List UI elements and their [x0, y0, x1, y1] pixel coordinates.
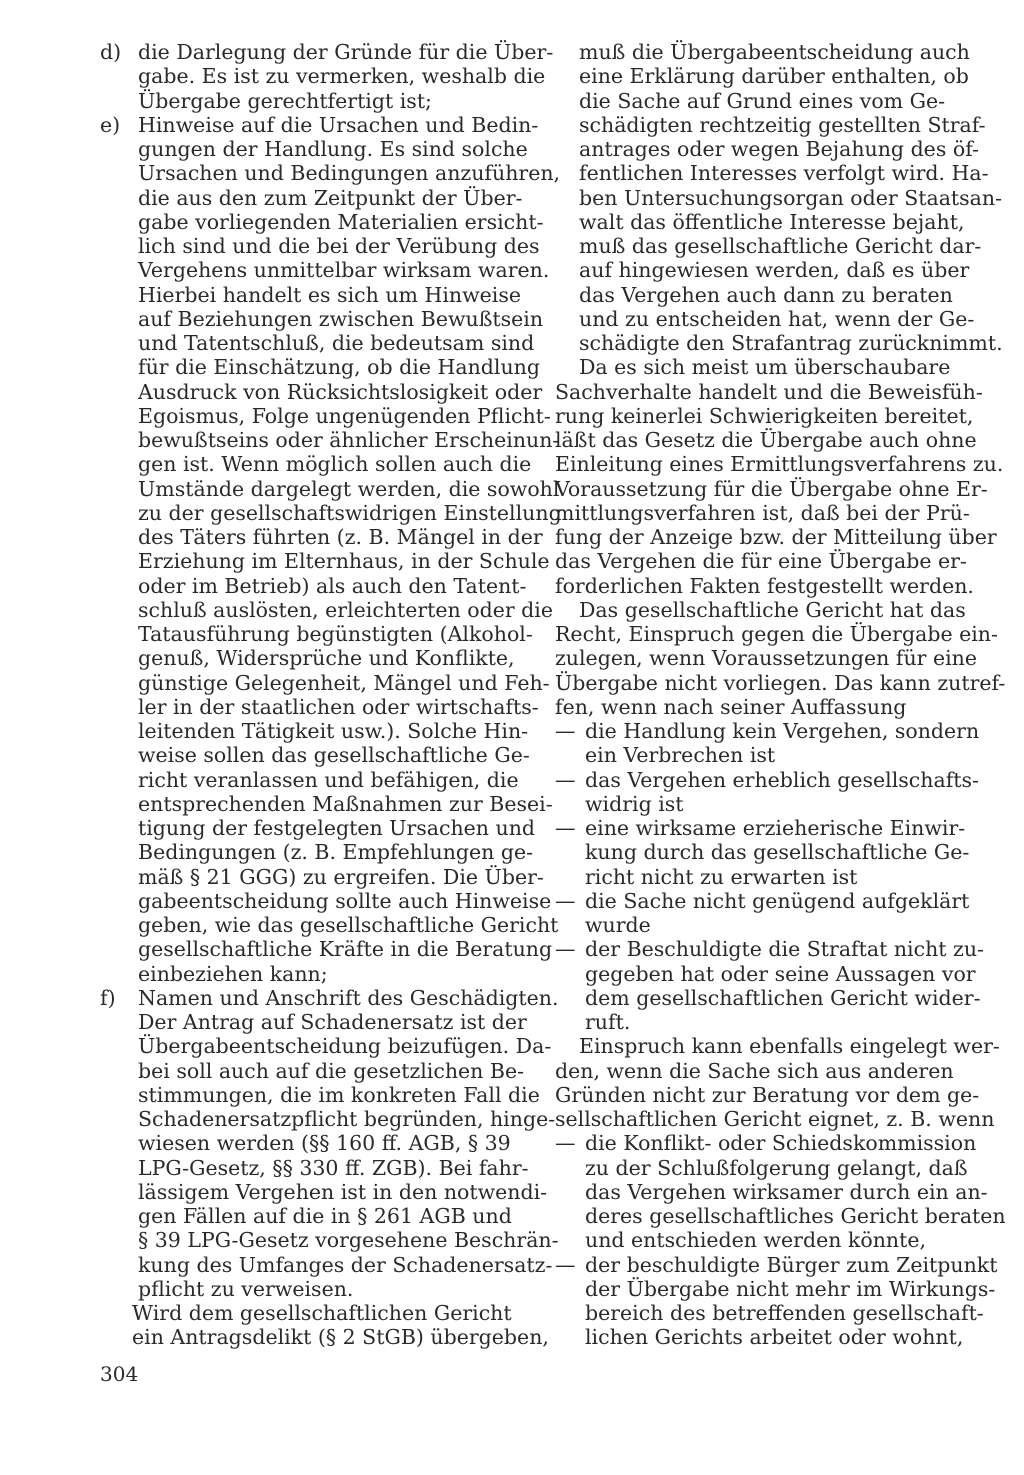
text-line — [555, 646, 980, 670]
text-line — [555, 89, 980, 113]
text-line — [555, 622, 998, 646]
list-marker: — — [555, 937, 576, 962]
text-line — [100, 234, 540, 258]
line-text: widrig ist — [585, 791, 684, 816]
list-marker: d) — [100, 40, 122, 64]
text-line — [100, 1228, 559, 1253]
line-text: die Konflikt- oder Schiedskommission — [585, 1131, 977, 1156]
line-text: deres gesellschaftliches Gericht beraten — [585, 1204, 1006, 1228]
line-text: forderlichen Fakten festgestellt werden. — [555, 573, 974, 598]
text-line — [100, 452, 530, 476]
line-text: den, wenn die Sache sich aus anderen — [555, 1058, 954, 1083]
line-text: schädigte den Strafantrag zurücknimmt. — [579, 331, 1003, 355]
line-text: gungen der Handlung. Es sind solche — [138, 137, 528, 161]
line-text: das Vergehen auch dann zu beraten — [579, 282, 953, 307]
line-text: zu der Schlußfolgerung gelangt, daß — [585, 1155, 968, 1180]
text-line — [100, 331, 535, 355]
line-text: gabe vorliegenden Materialien ersicht- — [138, 209, 544, 234]
text-line — [555, 1107, 995, 1131]
list-marker: — — [555, 1131, 576, 1156]
text-line — [100, 791, 553, 816]
text-line — [555, 404, 980, 428]
line-text: ler in der staatlichen oder wirtschafts- — [138, 694, 539, 719]
text-line — [555, 962, 980, 986]
text-line — [555, 331, 1003, 355]
line-text: gabeentscheidung sollte auch Hinweise — [138, 888, 552, 913]
text-line — [555, 1228, 980, 1252]
text-line — [555, 574, 980, 598]
line-text: Ausdruck von Rücksichtslosigkeit oder — [138, 379, 543, 404]
text-line — [555, 234, 980, 258]
line-text: wurde — [585, 913, 651, 937]
text-line — [100, 1204, 530, 1228]
text-line — [100, 89, 530, 113]
text-line — [100, 985, 559, 1010]
line-text: sellschaftlichen Gericht eignet, z. B. wenn — [555, 1107, 995, 1131]
line-text: richt nicht zu erwarten ist — [585, 864, 858, 889]
text-line — [555, 549, 980, 573]
line-text: das Vergehen wirksamer durch ein an- — [585, 1179, 988, 1204]
line-text: ben Untersuchungsorgan oder Staatsan- — [579, 185, 1003, 210]
line-text: gesellschaftliche Kräfte in die Beratung — [138, 937, 553, 962]
text-line — [555, 283, 980, 307]
line-text: rung keinerlei Schwierigkeiten bereitet, — [555, 403, 974, 428]
text-line — [100, 913, 559, 937]
text-line — [555, 1301, 984, 1325]
line-text: mäß § 21 GGG) zu ergreifen. Die Über- — [138, 864, 544, 889]
text-line — [100, 888, 552, 913]
line-text: weise sollen das gesellschaftliche Ge- — [138, 743, 530, 768]
text-line — [555, 1204, 1006, 1228]
line-text: Wird dem gesellschaftlichen Gericht — [132, 1301, 512, 1325]
list-marker: — — [555, 1252, 576, 1277]
text-line — [555, 1010, 980, 1034]
line-text: oder im Betrieb) als auch den Tatent- — [138, 573, 527, 598]
text-line — [555, 986, 980, 1010]
text-line — [100, 1082, 540, 1107]
text-line — [100, 646, 530, 670]
text-line — [100, 1179, 548, 1204]
line-text: ein Antragsdelikt (§ 2 StGB) übergeben, — [132, 1325, 549, 1350]
text-line — [100, 306, 544, 331]
text-line — [555, 889, 980, 913]
text-line — [100, 597, 553, 622]
text-line — [100, 1325, 549, 1350]
line-text: die Darlegung der Gründe für die Über- — [138, 40, 554, 64]
line-text: LPG-Gesetz, §§ 330 ff. ZGB). Bei fahr- — [138, 1155, 529, 1180]
text-line — [100, 355, 541, 380]
text-line — [100, 1010, 530, 1034]
line-text: Voraussetzung für die Übergabe ohne Er- — [555, 476, 988, 501]
line-text: muß die Übergabeentscheidung auch — [579, 40, 970, 64]
line-text: ruft. — [585, 1010, 631, 1034]
line-text: tigung der festgelegten Ursachen und — [138, 816, 536, 840]
line-text: gabe. Es ist zu vermerken, weshalb die — [138, 64, 546, 89]
line-text: und zu entscheiden hat, wenn der Ge- — [579, 306, 975, 331]
line-text: richt veranlassen und befähigen, die — [138, 767, 519, 792]
line-text: lässigem Vergehen ist in den notwendi- — [138, 1179, 548, 1204]
text-line — [100, 500, 562, 525]
list-marker: — — [555, 719, 576, 743]
text-line — [555, 112, 986, 137]
line-text: muß das gesellschaftliche Gericht dar- — [579, 234, 982, 258]
line-text: bewußtseins oder ähnlicher Erscheinun- — [138, 428, 560, 452]
text-line — [555, 40, 980, 64]
page-number: 304 — [100, 1362, 139, 1386]
text-line — [555, 695, 980, 719]
line-text: eine Erklärung darüber enthalten, ob — [579, 64, 969, 89]
line-text: die Sache nicht genügend aufgeklärt — [585, 888, 970, 913]
text-line — [555, 1252, 998, 1277]
text-line — [100, 670, 550, 695]
text-line — [555, 1083, 980, 1107]
line-text: für die Einschätzung, ob die Handlung — [138, 355, 541, 380]
text-line — [555, 1276, 996, 1301]
line-text: Erziehung im Elternhaus, in der Schule — [138, 549, 550, 574]
text-line — [555, 428, 980, 452]
line-text: Schadenersatzpflicht begründen, hinge- — [138, 1107, 556, 1131]
text-line — [555, 258, 980, 282]
line-text: zu der gesellschaftswidrigen Einstellung — [138, 500, 562, 525]
line-text: fung der Anzeige bzw. der Mitteilung über — [555, 525, 997, 549]
line-text: § 39 LPG-Gesetz vorgesehene Beschrän- — [138, 1228, 559, 1253]
text-line — [555, 865, 980, 889]
text-line — [100, 428, 560, 452]
text-line — [555, 792, 980, 816]
text-line — [555, 913, 980, 937]
text-line — [100, 1107, 556, 1131]
line-text: die aus den zum Zeitpunkt der Über- — [138, 185, 523, 210]
line-text: wiesen werden (§§ 160 ff. AGB, § 39 — [138, 1131, 511, 1156]
line-text: eine wirksame erzieherische Einwir- — [585, 816, 966, 840]
line-text: günstige Gelegenheit, Mängel und Feh- — [138, 670, 550, 695]
line-text: Das gesellschaftliche Gericht hat das — [579, 597, 966, 622]
text-line — [555, 137, 980, 161]
text-line — [100, 574, 530, 598]
line-text: ein Verbrechen ist — [585, 743, 776, 768]
text-line — [555, 719, 980, 743]
line-text: auf hingewiesen werden, daß es über — [579, 258, 970, 283]
text-line — [555, 670, 1006, 695]
left-column — [100, 40, 562, 1350]
line-text: die Handlung kein Vergehen, sondern — [585, 719, 980, 743]
text-line — [555, 185, 1003, 210]
line-text: die Sache auf Grund eines vom Ge- — [579, 88, 946, 113]
line-text: kung durch das gesellschaftliche Ge- — [585, 840, 970, 865]
text-line — [100, 403, 551, 428]
text-line — [100, 719, 530, 743]
line-text: Recht, Einspruch gegen die Übergabe ein- — [555, 622, 998, 646]
text-line — [100, 1156, 530, 1180]
line-text: gen Fällen auf die in § 261 AGB und — [138, 1204, 512, 1228]
text-line — [100, 40, 554, 64]
line-text: leitenden Tätigkeit usw.). Solche Hin- — [138, 719, 529, 743]
line-text: Namen und Anschrift des Geschädigten. — [138, 985, 559, 1010]
text-line — [100, 525, 543, 549]
line-text: des Täters führten (z. B. Mängel in der — [138, 525, 543, 549]
line-text: einbeziehen kann; — [138, 961, 328, 986]
list-marker: — — [555, 767, 576, 792]
text-line — [100, 186, 530, 210]
list-marker: f) — [100, 985, 116, 1010]
line-text: Gründen nicht zur Beratung vor dem ge- — [555, 1082, 980, 1107]
line-text: antrages oder wegen Bejahung des öf- — [579, 137, 979, 161]
text-line — [555, 840, 980, 864]
line-text: Übergabe nicht vorliegen. Das kann zutref- — [555, 670, 1006, 695]
line-text: stimmungen, die im konkreten Fall die — [138, 1082, 540, 1107]
text-line — [555, 598, 980, 622]
line-text: lich sind und die bei der Verübung des — [138, 234, 540, 258]
text-line — [100, 1131, 530, 1155]
list-marker: e) — [100, 112, 121, 137]
text-line — [555, 210, 980, 234]
text-line — [100, 1277, 530, 1301]
text-line — [555, 816, 980, 840]
line-text: dem gesellschaftlichen Gericht wider- — [585, 985, 981, 1010]
text-line — [555, 64, 980, 88]
line-text: Egoismus, Folge ungenügenden Pflicht- — [138, 403, 551, 428]
text-line — [555, 1034, 1000, 1059]
line-text: mittlungsverfahren ist, daß bei der Prü- — [555, 500, 970, 525]
text-line — [100, 283, 530, 307]
text-line — [100, 864, 544, 889]
line-text: bereich des betreffenden gesellschaft- — [585, 1301, 984, 1325]
text-line — [100, 64, 546, 89]
text-line — [555, 1325, 980, 1349]
text-line — [100, 1034, 552, 1059]
text-line — [555, 1131, 980, 1155]
line-text: genuß, Widersprüche und Konflikte, — [138, 646, 515, 671]
text-line — [100, 112, 539, 137]
line-text: und Tatentschluß, die bedeutsam sind — [138, 331, 535, 355]
text-line — [100, 1301, 530, 1325]
line-text: schädigten rechtzeitig gestellten Straf- — [579, 112, 986, 137]
text-line — [100, 161, 561, 186]
text-line — [555, 307, 980, 331]
text-line — [555, 937, 984, 962]
line-text: Tatausführung begünstigten (Alkohol- — [138, 622, 533, 646]
text-line — [555, 768, 980, 792]
line-text: lichen Gerichts arbeitet oder wohnt, — [585, 1325, 964, 1350]
text-line — [555, 379, 983, 404]
line-text: der Übergabe nicht mehr im Wirkungs- — [585, 1276, 996, 1301]
line-text: auf Beziehungen zwischen Bewußtsein — [138, 306, 544, 331]
line-text: das Vergehen erheblich gesellschafts- — [585, 767, 979, 792]
text-line — [100, 1252, 553, 1277]
text-line — [555, 355, 980, 379]
text-line — [100, 476, 560, 501]
line-text: Einspruch kann ebenfalls eingelegt wer- — [579, 1034, 1000, 1059]
line-text: gegeben hat oder seine Aussagen vor — [585, 961, 976, 986]
line-text: Übergabeentscheidung beizufügen. Da- — [138, 1034, 552, 1059]
line-text: gen ist. Wenn möglich sollen auch die — [138, 452, 532, 477]
text-line — [555, 525, 997, 549]
line-text: entsprechenden Maßnahmen zur Besei- — [138, 791, 553, 816]
line-text: läßt das Gesetz die Übergabe auch ohne — [555, 428, 977, 452]
right-column — [555, 40, 1006, 1350]
text-line — [100, 137, 530, 161]
text-line — [555, 1179, 988, 1204]
text-line — [100, 937, 553, 962]
line-text: geben, wie das gesellschaftliche Gericht — [138, 913, 559, 937]
text-line — [100, 1059, 530, 1083]
text-line — [555, 743, 980, 767]
line-text: der Beschuldigte die Straftat nicht zu- — [585, 937, 984, 962]
line-text: Sachverhalte handelt und die Beweisfüh- — [555, 379, 983, 404]
text-line — [555, 476, 988, 501]
text-line — [100, 768, 530, 792]
line-text: fentlichen Interesses verfolgt wird. Ha- — [579, 161, 989, 186]
line-text: Ursachen und Bedingungen anzuführen, — [138, 161, 561, 186]
line-text: Übergabe gerechtfertigt ist; — [138, 88, 432, 113]
text-line — [100, 379, 543, 404]
line-text: das Vergehen die für eine Übergabe er- — [555, 549, 967, 574]
line-text: kung des Umfanges der Schadenersatz- — [138, 1252, 553, 1277]
text-line — [555, 501, 980, 525]
text-line — [555, 1156, 980, 1180]
text-line — [100, 622, 533, 646]
line-text: Umstände dargelegt werden, die sowohl — [138, 476, 560, 501]
line-text: schluß auslösten, erleichterten oder die — [138, 597, 553, 622]
text-line — [100, 694, 539, 719]
line-text: Der Antrag auf Schadenersatz ist der — [138, 1010, 527, 1034]
list-marker: — — [555, 888, 576, 913]
line-text: zulegen, wenn Voraussetzungen für eine — [555, 646, 977, 671]
line-text: der beschuldigte Bürger zum Zeitpunkt — [585, 1252, 998, 1277]
text-line — [100, 549, 550, 574]
line-text: Vergehens unmittelbar wirksam waren. — [138, 258, 550, 283]
text-line — [100, 962, 530, 986]
line-text: Hierbei handelt es sich um Hinweise — [138, 282, 522, 307]
text-line — [555, 1059, 980, 1083]
line-text: pflicht zu verweisen. — [138, 1276, 354, 1301]
text-line — [100, 816, 536, 840]
text-line — [555, 161, 989, 186]
list-marker: — — [555, 816, 576, 840]
line-text: Bedingungen (z. B. Empfehlungen ge- — [138, 840, 534, 865]
text-line — [100, 743, 530, 767]
text-line — [100, 209, 544, 234]
line-text: Hinweise auf die Ursachen und Bedin- — [138, 112, 539, 137]
line-text: und entschieden werden könnte, — [585, 1228, 926, 1253]
text-line — [100, 258, 550, 283]
text-line — [100, 840, 534, 865]
line-text: walt das öffentliche Interesse bejaht, — [579, 209, 965, 234]
line-text: bei soll auch auf die gesetzlichen Be- — [138, 1058, 525, 1083]
line-text: Einleitung eines Ermittlungsverfahrens zu. — [555, 452, 1004, 477]
text-line — [555, 452, 1004, 477]
line-text: Da es sich meist um überschaubare — [579, 355, 951, 380]
line-text: fen, wenn nach seiner Auffassung — [555, 694, 907, 719]
